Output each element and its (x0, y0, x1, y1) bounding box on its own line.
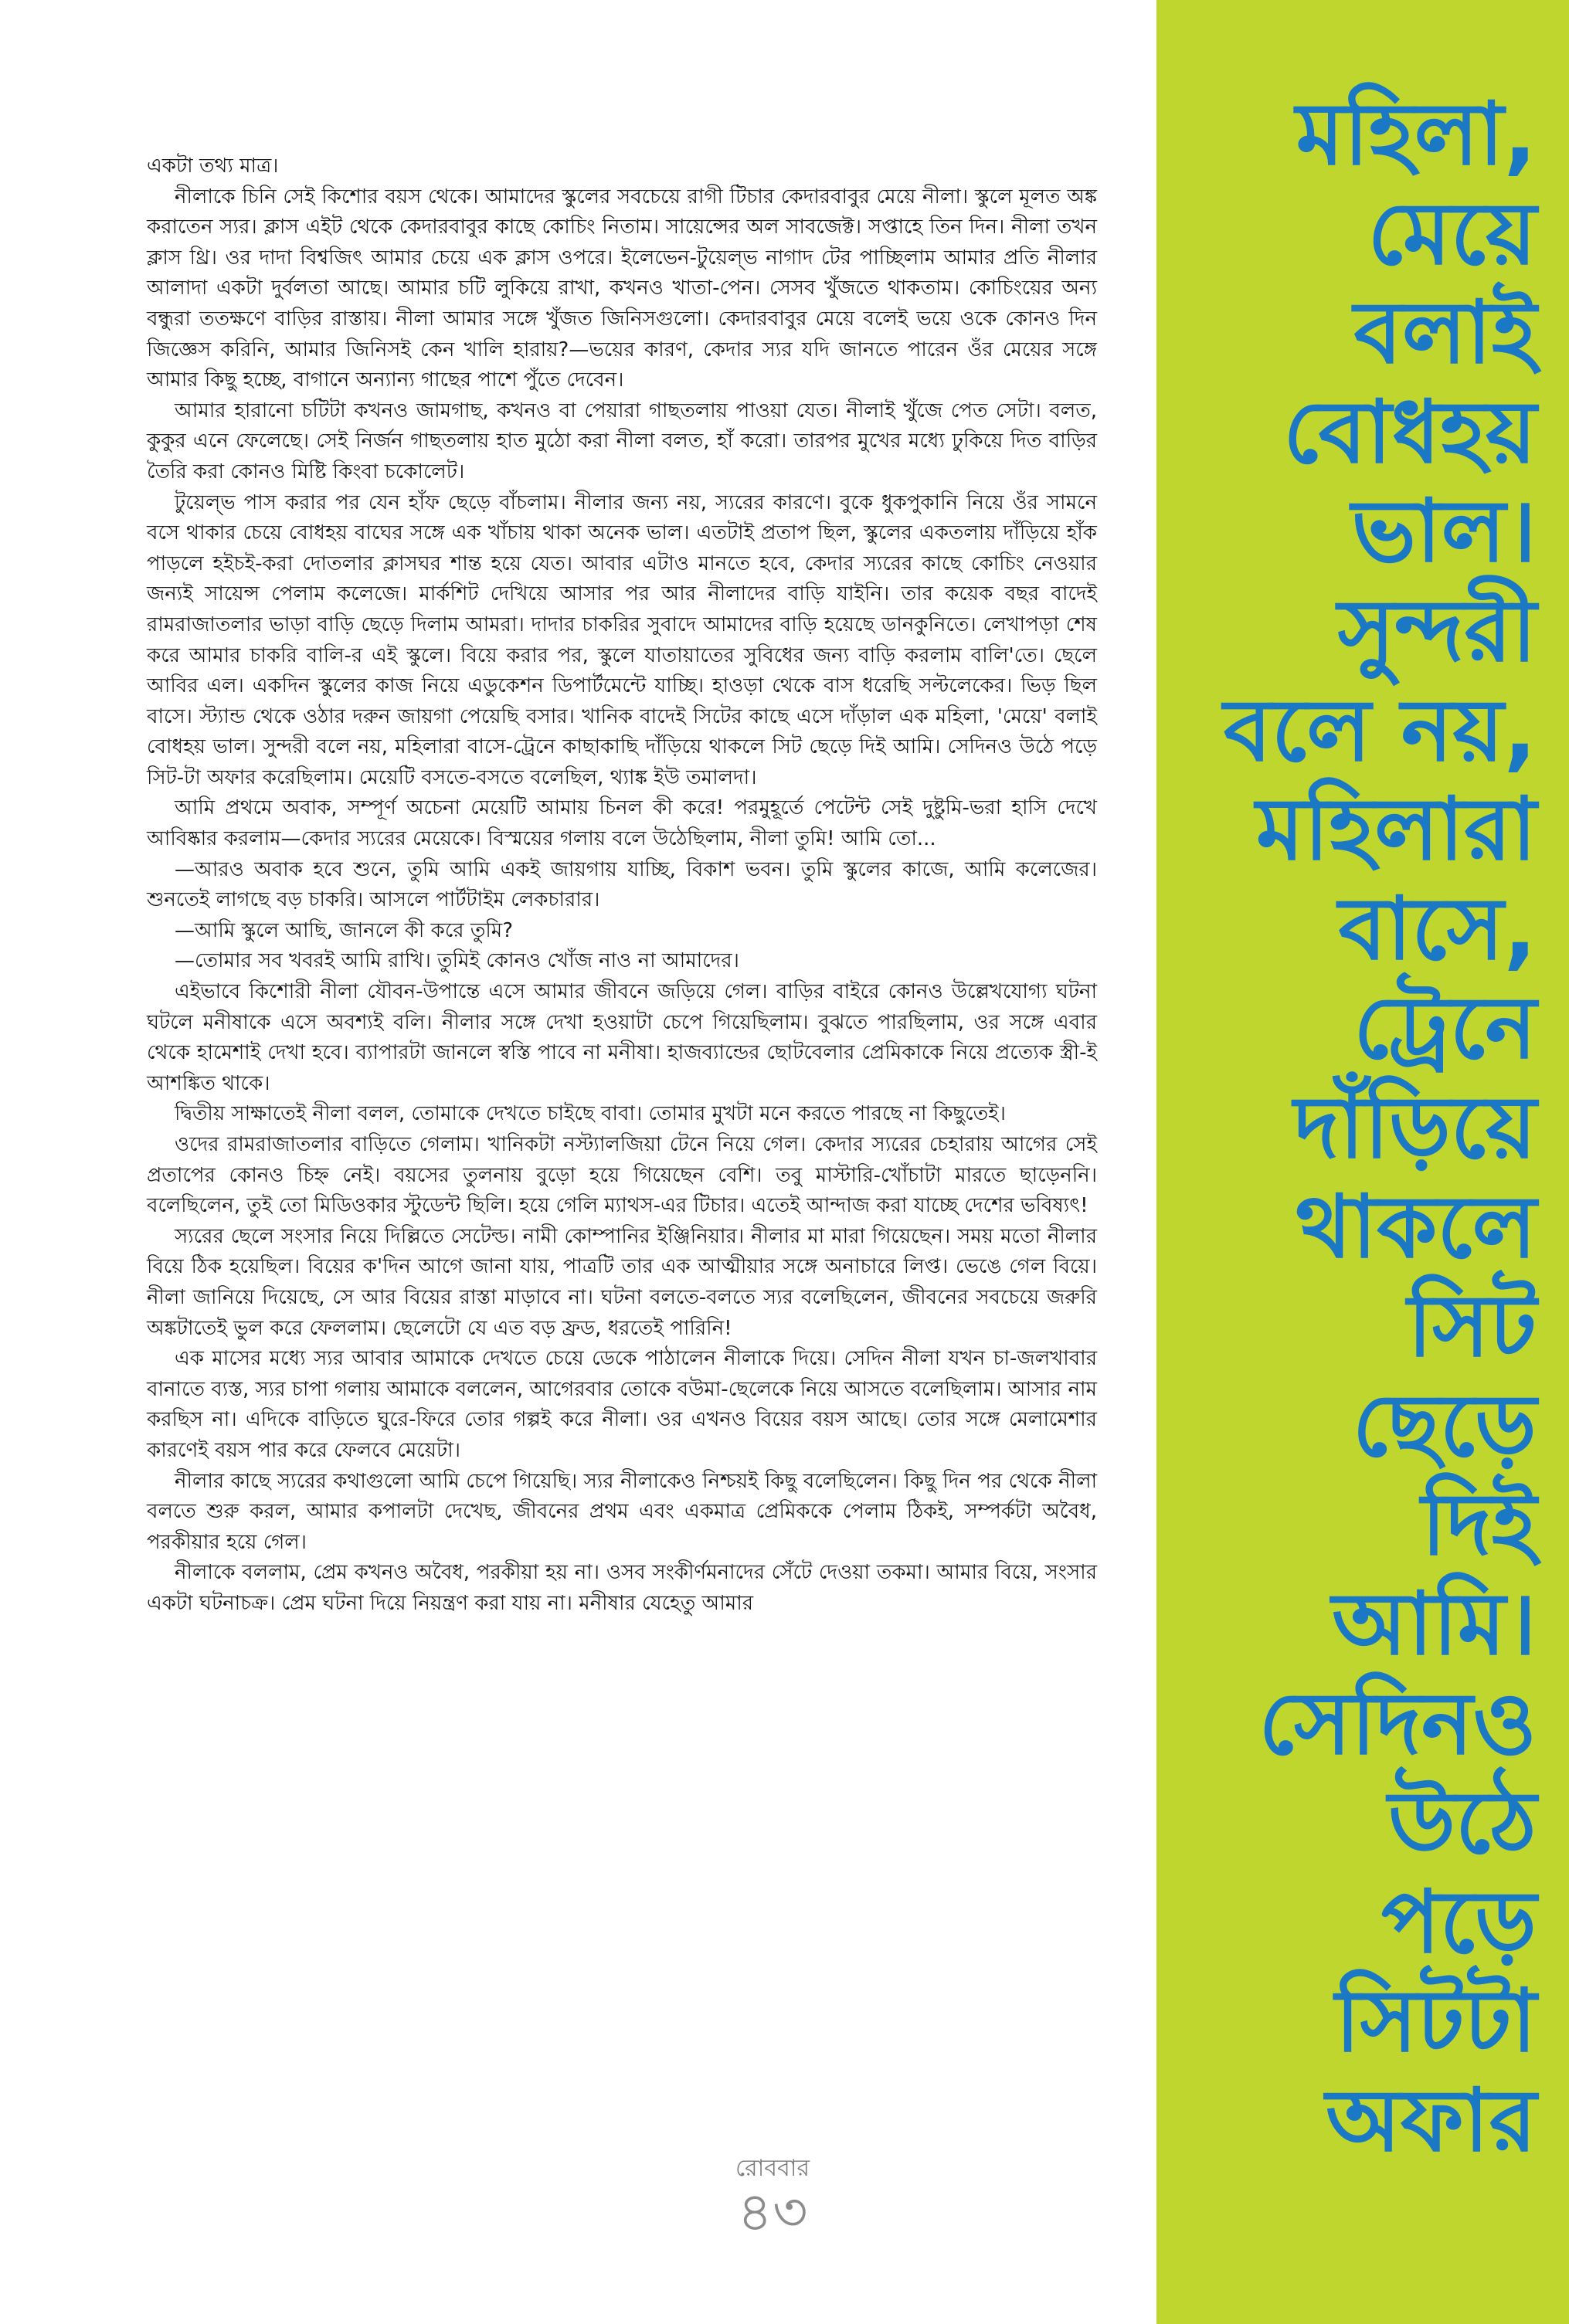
article-body (147, 151, 1097, 1620)
article-paragraph: টুয়েল্ভ পাস করার পর যেন হাঁফ ছেড়ে বাঁচলাম। নীলার জন্য নয়, স্যরের কারণে। বুকে ধুকপুকানি নিয়ে ওঁর সামনে বসে থাকার চেয়ে বোধহয় বাঘের সঙ্গে এক খাঁচায় থাকা অনেক ভাল। এতটাই প্রতাপ ছিল, স্কুলের একতলায় দাঁড়িয়ে হাঁক পাড়লে হইচই-করা দোতলার ক্লাসঘর শান্ত হয়ে যেত। আবার এটাও মানতে হবে, কেদার স্যরের কাছে কোচিং নেওয়ার জন্যই সায়েন্স পেলাম কলেজে। মার্কশিট দেখিয়ে আসার পর আর নীলাদের বাড়ি যাইনি। তার কয়েক বছর বাদেই রামরাজাতলার ভাড়া বাড়ি ছেড়ে দিলাম আমরা। দাদার চাকরির সুবাদে আমাদের বাড়ি হয়েছে ডানকুনিতে। লেখাপড়া শেষ করে আমার চাকরি বালি-র এই স্কুলে। বিয়ে করার পর, স্কুলে যাতায়াতের সুবিধের জন্য বাড়ি করলাম বালি'তে। ছেলে আবির এল। একদিন স্কুলের কাজ নিয়ে এডুকেশন ডিপার্টমেন্টে যাচ্ছি। হাওড়া থেকে বাস ধরেছি সল্টলেকের। ভিড় ছিল বাসে। স্ট্যান্ড থেকে ওঠার দরুন জায়গা পেয়েছি বসার। খানিক বাদেই সিটের কাছে এসে দাঁড়াল এক মহিলা, 'মেয়ে' বলাই বোধহয় ভাল। সুন্দরী বলে নয়, মহিলারা বাসে-ট্রেনে কাছাকাছি দাঁড়িয়ে থাকলে সিট ছেড়ে দিই আমি। সেদিনও উঠে পড়ে সিট-টা অফার করেছিলাম। মেয়েটি বসতে-বসতে বলেছিল, থ্যাঙ্ক ইউ তমালদা। (147, 490, 1097, 789)
article-paragraph: স্যরের ছেলে সংসার নিয়ে দিল্লিতে সেটেল্ড। নামী কোম্পানির ইঞ্জিনিয়ার। নীলার মা মারা গিয়েছেন। সময় মতো নীলার বিয়ে ঠিক হয়েছিল। বিয়ের ক'দিন আগে জানা যায়, পাত্রটি তার এক আত্মীয়ার সঙ্গে অনাচারে লিপ্ত। ভেঙে গেল বিয়ে। নীলা জানিয়ে দিয়েছে, সে আর বিয়ের রাস্তা মাড়াবে না। ঘটনা বলতে-বলতে স্যর বলেছিলেন, জীবনের সবচেয়ে জরুরি অঙ্কটাতেই ভুল করে ফেললাম। ছেলেটো যে এত বড় ফ্রড, ধরতেই পারিনি! (147, 1224, 1098, 1340)
article-paragraph: নীলাকে চিনি সেই কিশোর বয়স থেকে। আমাদের স্কুলের সবচেয়ে রাগী টিচার কেদারবাবুর মেয়ে নীলা। স্কুলে মূলত অঙ্ক করাতেন স্যর। ক্লাস এইট থেকে কেদারবাবুর কাছে কোচিং নিতাম। সায়েন্সের অল সাবজেক্ট। সপ্তাহে তিন দিন। নীলা তখন ক্লাস থ্রি। ওর দাদা বিশ্বজিৎ আমার চেয়ে এক ক্লাস ওপরে। ইলেভেন-টুয়েল্ভ নাগাদ টের পাচ্ছিলাম আমার প্রতি নীলার আলাদা একটা দুর্বলতা আছে। আমার চটি লুকিয়ে রাখা, কখনও খাতা-পেন। সেসব খুঁজতে থাকতাম। কোচিংয়ের অন্য বন্ধুরা ততক্ষণে বাড়ির রাস্তায়। নীলা আমার সঙ্গে খুঁজত জিনিসগুলো। কেদারবাবুর মেয়ে বলেই ভয়ে ওকে কোনও দিন জিজ্ঞেস করিনি, আমার জিনিসই কেন খালি হারায়?—ভয়ের কারণ, কেদার স্যর যদি জানতে পারেন ওঁর মেয়ের সঙ্গে আমার কিছু হচ্ছে, বাগানে অন্যান্য গাছের পাশে পুঁতে দেবেন। (147, 185, 1097, 392)
pullquote-line: বোধহয় (1283, 382, 1537, 483)
article-paragraph: এইভাবে কিশোরী নীলা যৌবন-উপান্তে এসে আমার জীবনে জড়িয়ে গেল। বাড়ির বাইরে কোনও উল্লেখযোগ্য ঘটনা ঘটলে মনীষাকে এসে অবশ্যই বলি। নীলার সঙ্গে দেখা হওয়াটা চেপে গিয়েছিলাম। বুঝতে পারছিলাম, ওর সঙ্গে এবার থেকে হামেশাই দেখা হবে। ব্যাপারটা জানলে স্বস্তি পাবে না মনীষা। হাজব্যান্ডের ছোটবেলার প্রেমিকাকে নিয়ে প্রত্যেক স্ত্রী-ই আশঙ্কিত থাকে। (147, 980, 1097, 1095)
pullquote-line: বলে নয়, (1223, 680, 1537, 781)
article-paragraph: দ্বিতীয় সাক্ষাতেই নীলা বলল, তোমাকে দেখতে চাইছে বাবা। তোমার মুখটা মনে করতে পারছে না কিছুতেই। (175, 1102, 1006, 1126)
pullquote-line: সিটটা (1335, 1971, 1537, 2072)
article-paragraph: ওদের রামরাজাতলার বাড়িতে গেলাম। খানিকটা নস্ট্যালজিয়া টেনে নিয়ে গেল। কেদার স্যরের চেহারায় আগের সেই প্রতাপের কোনও চিহ্ন নেই। বয়সের তুলনায় বুড়ো হয়ে গিয়েছেন বেশি। তবু মাস্টারি-খোঁচাটা মারতে ছাড়েননি। বলেছিলেন, তুই তো মিডিওকার স্টুডেন্ট ছিলি। হয়ে গেলি ম্যাথস-এর টিচার। এতেই আন্দাজ করা যাচ্ছে দেশের ভবিষ্যৎ! (147, 1133, 1097, 1218)
pullquote-line: ট্রেনে (1353, 978, 1537, 1079)
pullquote (1166, 85, 1537, 2170)
article-paragraph: নীলার কাছে স্যরের কথাগুলো আমি চেপে গিয়েছি। স্যর নীলাকেও নিশ্চয়ই কিছু বলেছিলেন। কিছু দিন পর থেকে নীলা বলতে শুরু করল, আমার কপালটা দেখেছ, জীবনের প্রথম এবং একমাত্র প্রেমিককে পেলাম ঠিকই, সম্পর্কটা অবৈধ, পরকীয়ার হয়ে গেল। (147, 1469, 1097, 1554)
article-paragraph: এক মাসের মধ্যে স্যর আবার আমাকে দেখতে চেয়ে ডেকে পাঠালেন নীলাকে দিয়ে। সেদিন নীলা যখন চা-জলখাবার বানাতে ব্যস্ত, স্যর চাপা গলায় আমাকে বললেন, আগেরবার তোকে বউমা-ছেলেকে নিয়ে আসতে বলেছিলাম। আসার নাম করছিস না। এদিকে বাড়িতে ঘুরে-ফিরে তোর গল্পই করে নীলা। ওর এখনও বিয়ের বয়স আছে। তোর সঙ্গে মেলামেশার কারণেই বয়স পার করে ফেলবে মেয়েটা। (147, 1347, 1097, 1462)
article-paragraph: —আরও অবাক হবে শুনে, তুমি আমি একই জায়গায় যাচ্ছি, বিকাশ ভবন। তুমি স্কুলের কাজে, আমি কলেজের। শুনতেই লাগছে বড় চাকরি। আসলে পার্টটাইম লেকচারার। (147, 857, 1097, 912)
pullquote-line: অফার (1326, 2070, 1537, 2171)
article-paragraph: —আমি স্কুলে আছি, জানলে কী করে তুমি? (175, 918, 514, 942)
article-paragraph: নীলাকে বললাম, প্রেম কখনও অবৈধ, পরকীয়া হয় না। ওসব সংকীর্ণমনাদের সেঁটে দেওয়া তকমা। আমার বিয়ে, সংসার একটা ঘটনাচক্র। প্রেম ঘটনা দিয়ে নিয়ন্ত্রণ করা যায় না। মনীষার যেহেতু আমার (147, 1561, 1097, 1615)
pullquote-line: পড়ে (1381, 1871, 1537, 1973)
pullquote-line: ছেড়ে (1352, 1375, 1537, 1476)
article-paragraph: —তোমার সব খবরই আমি রাখি। তুমিই কোনও খোঁজ নাও না আমাদের। (175, 949, 739, 973)
pullquote-line: থাকলে (1296, 1176, 1537, 1277)
pullquote-line: সিট (1407, 1276, 1537, 1377)
pullquote-line: বলাই (1353, 283, 1537, 384)
pullquote-line: ভাল। (1351, 481, 1537, 582)
pullquote-line: আমি। (1332, 1573, 1537, 1674)
article-paragraph: আমি প্রথমে অবাক, সম্পূর্ণ অচেনা মেয়েটি আমায় চিনল কী করে! পরমুহূর্তে পেটেন্ট সেই দুষ্টুমি-ভরা হাসি দেখে আবিষ্কার করলাম—কেদার স্যরের মেয়েকে। বিস্ময়ের গলায় বলে উঠেছিলাম, নীলা তুমি! আমি তো... (147, 796, 1097, 851)
page-footer (695, 2155, 850, 2244)
article-paragraph: একটা তথ্য মাত্র। (147, 154, 279, 178)
pullquote-line: দিই (1421, 1474, 1537, 1576)
pullquote-sidebar (1156, 0, 1569, 2324)
pullquote-line: মেয়ে (1367, 183, 1537, 284)
pullquote-line: সুন্দরী (1337, 580, 1537, 681)
pullquote-line: মহিলা, (1296, 84, 1537, 185)
magazine-name: রোববার (735, 2155, 810, 2182)
pullquote-line: মহিলারা (1255, 779, 1537, 880)
pullquote-line: দাঁড়িয়ে (1293, 1077, 1537, 1178)
article-paragraph: আমার হারানো চটিটা কখনও জামগাছ, কখনও বা পেয়ারা গাছতলায় পাওয়া যেত। নীলাই খুঁজে পেত সেটা। বলত, কুকুর এনে ফেলেছে। সেই নির্জন গাছতলায় হাত মুঠো করা নীলা বলত, হাঁ করো। তারপর মুখের মধ্যে ঢুকিয়ে দিত বাড়ির তৈরি করা কোনও মিষ্টি কিংবা চকোলেট। (147, 399, 1097, 483)
pullquote-line: সেদিনও (1258, 1673, 1537, 1774)
pullquote-line: বাসে, (1338, 878, 1537, 979)
page-number: ৪৩ (737, 2180, 808, 2244)
pullquote-line: উঠে (1387, 1773, 1537, 1874)
